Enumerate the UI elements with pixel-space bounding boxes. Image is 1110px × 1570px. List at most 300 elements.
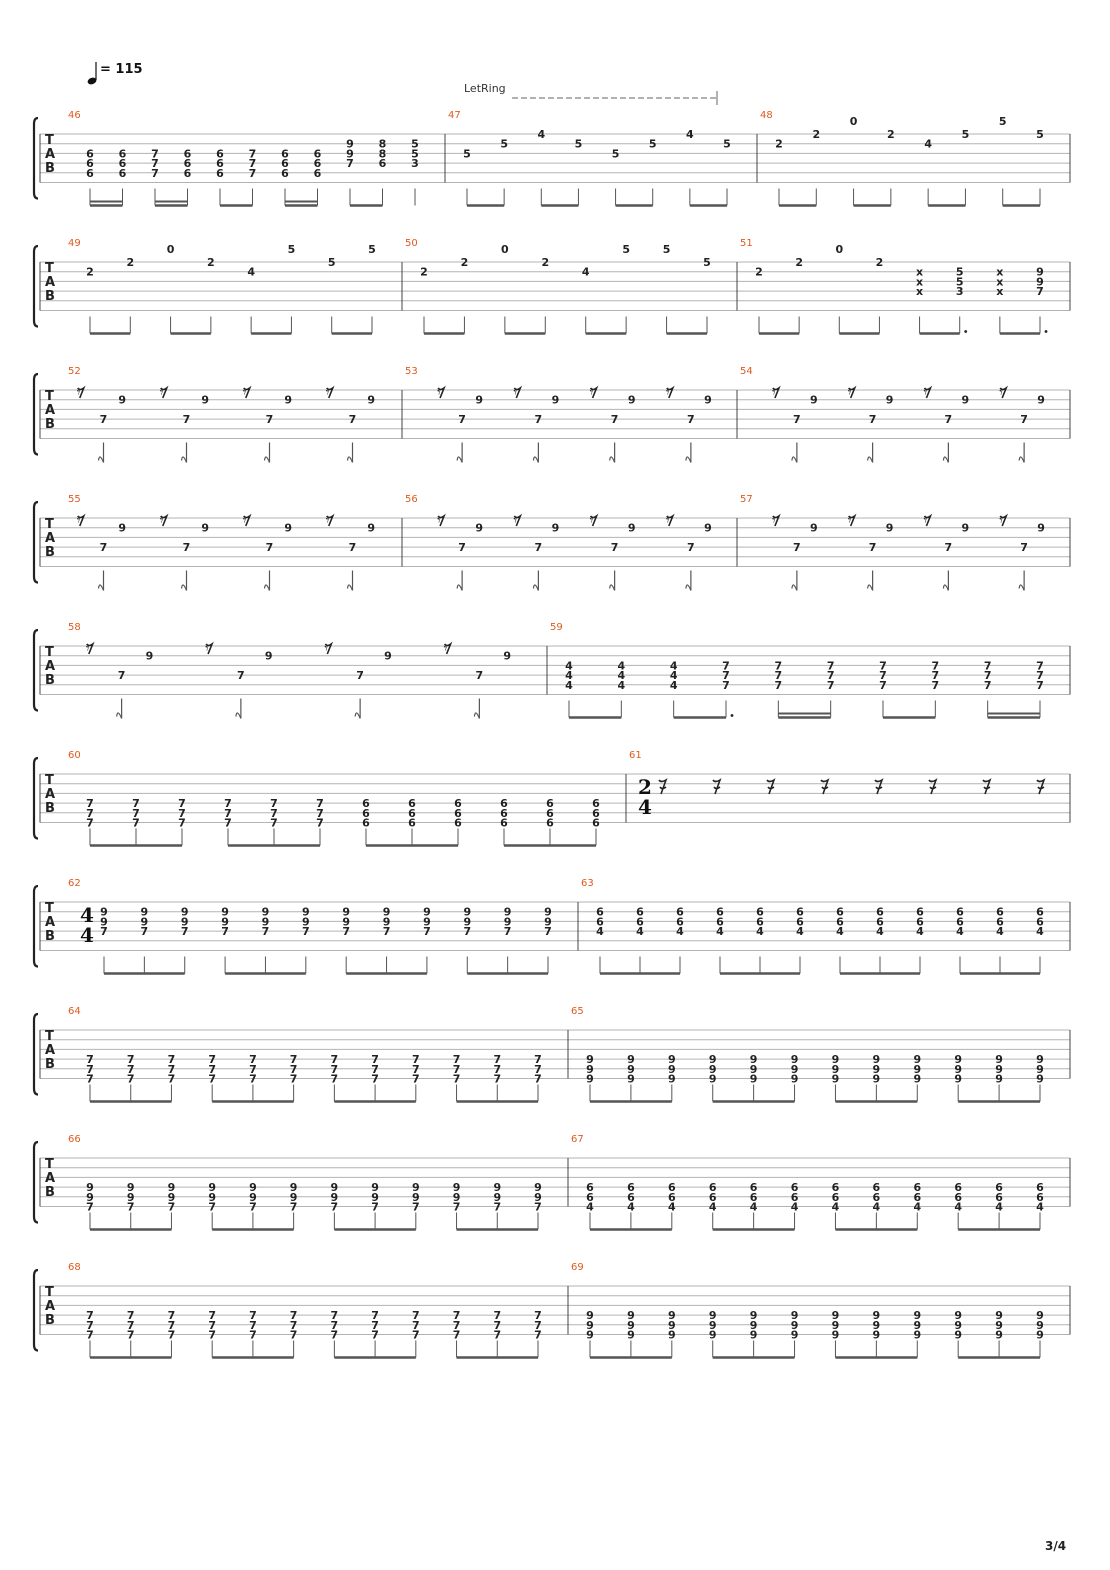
fret-number: 7 xyxy=(249,1318,257,1332)
fret-number: 4 xyxy=(1036,1200,1044,1214)
fret-number: 6 xyxy=(796,905,804,919)
measure-number: 59 xyxy=(550,622,563,633)
fret-number: 7 xyxy=(330,1072,339,1086)
fret-number: 6 xyxy=(836,905,844,919)
fret-number: 7 xyxy=(132,806,140,820)
note-flag xyxy=(474,713,479,719)
fret-number: 7 xyxy=(687,541,695,555)
fret-number: 9 xyxy=(627,1062,635,1076)
measure-number: 48 xyxy=(760,110,773,121)
fret-number: 4 xyxy=(956,925,964,939)
fret-number: 9 xyxy=(493,1190,502,1204)
fret-number: 6 xyxy=(1036,1190,1044,1204)
fret-number: 6 xyxy=(408,806,416,820)
fret-number: 6 xyxy=(876,905,884,919)
fret-number: 7 xyxy=(944,541,953,555)
fret-number: 7 xyxy=(330,1309,339,1323)
fret-number: 7 xyxy=(944,413,953,427)
tab-clef-t: T xyxy=(45,1157,54,1172)
fret-number: 9 xyxy=(493,1181,502,1195)
note-flag xyxy=(99,585,104,591)
fret-number: 9 xyxy=(201,393,210,407)
fret-number: 9 xyxy=(100,905,108,919)
fret-number: 7 xyxy=(151,147,159,161)
fret-number: 9 xyxy=(995,1328,1003,1342)
fret-number: 9 xyxy=(544,905,552,919)
fret-number: 2 xyxy=(775,137,783,151)
tab-clef-t: T xyxy=(45,1029,54,1044)
fret-number: 9 xyxy=(1036,1328,1044,1342)
fret-number: 9 xyxy=(208,1190,217,1204)
fret-number: 9 xyxy=(627,1072,635,1086)
fret-number: 9 xyxy=(126,1181,135,1195)
fret-number: 9 xyxy=(995,1072,1003,1086)
fret-number: 9 xyxy=(367,393,376,407)
fret-number: 6 xyxy=(995,1181,1003,1195)
fret-number: 9 xyxy=(872,1062,881,1076)
fret-number: 7 xyxy=(86,806,94,820)
dot xyxy=(1045,330,1048,333)
fret-number: 6 xyxy=(281,166,289,180)
fret-number: 9 xyxy=(452,1181,461,1195)
eighth-rest: 𝄾 xyxy=(589,513,594,529)
fret-number: 7 xyxy=(178,816,186,830)
fret-number: 7 xyxy=(534,1053,542,1067)
fret-number: 9 xyxy=(384,649,392,663)
fret-number: 7 xyxy=(249,1309,257,1323)
fret-number: 7 xyxy=(132,797,140,811)
fret-number: 6 xyxy=(716,915,724,929)
note-flag xyxy=(533,457,538,463)
fret-number: 4 xyxy=(831,1200,840,1214)
fret-number: 7 xyxy=(534,541,543,555)
fret-number: 9 xyxy=(913,1072,922,1086)
fret-number: 6 xyxy=(916,915,924,929)
measure-number: 54 xyxy=(740,366,753,377)
fret-number: 6 xyxy=(118,166,127,180)
fret-number: 6 xyxy=(995,1190,1003,1204)
tab-clef-a: A xyxy=(45,531,56,546)
fret-number: 7 xyxy=(316,806,324,820)
measure-number: 61 xyxy=(629,750,642,761)
note-flag xyxy=(236,713,241,719)
fret-number: 9 xyxy=(954,1062,963,1076)
fret-number: x xyxy=(916,285,924,299)
fret-number: 7 xyxy=(249,1328,257,1342)
fret-number: 7 xyxy=(224,797,232,811)
fret-number: 7 xyxy=(126,1072,135,1086)
fret-number: 4 xyxy=(581,265,590,279)
fret-number: 7 xyxy=(316,816,324,830)
fret-number: 7 xyxy=(371,1309,379,1323)
fret-number: 7 xyxy=(289,1309,298,1323)
note-flag xyxy=(533,585,538,591)
measure-number: 53 xyxy=(405,366,418,377)
fret-number: x xyxy=(996,265,1004,279)
fret-number: 6 xyxy=(408,797,416,811)
fret-number: 9 xyxy=(954,1328,963,1342)
fret-number: 7 xyxy=(126,1318,135,1332)
eighth-rest: 𝄾 xyxy=(242,385,247,401)
fret-number: 7 xyxy=(411,1309,420,1323)
fret-number: 6 xyxy=(790,1190,799,1204)
fret-number: 7 xyxy=(126,1328,135,1342)
tab-clef-b: B xyxy=(45,673,55,688)
fret-number: 7 xyxy=(1036,678,1044,692)
fret-number: 9 xyxy=(627,1053,635,1067)
fret-number: 9 xyxy=(140,915,149,929)
fret-number: 9 xyxy=(534,1190,542,1204)
fret-number: 0 xyxy=(166,243,175,256)
fret-number: 7 xyxy=(86,1072,94,1086)
fret-number: 4 xyxy=(565,659,573,673)
fret-number: 4 xyxy=(836,925,844,939)
fret-number: 7 xyxy=(722,669,730,683)
fret-number: 7 xyxy=(371,1318,379,1332)
fret-number: 9 xyxy=(261,905,270,919)
eighth-rest: 𝄾 xyxy=(999,385,1003,401)
tab-clef-t: T xyxy=(45,517,54,532)
fret-number: x xyxy=(996,285,1004,299)
fret-number: 9 xyxy=(708,1318,717,1332)
fret-number: 4 xyxy=(924,137,932,151)
system-bracket xyxy=(34,758,38,839)
fret-number: 7 xyxy=(265,413,274,427)
fret-number: 9 xyxy=(475,521,484,535)
fret-number: 7 xyxy=(382,925,391,939)
fret-number: 9 xyxy=(749,1062,758,1076)
fret-number: 9 xyxy=(167,1181,176,1195)
note-flag xyxy=(182,457,187,463)
fret-number: 7 xyxy=(411,1072,420,1086)
fret-number: 6 xyxy=(313,147,322,161)
fret-number: 7 xyxy=(126,1200,135,1214)
fret-number: 7 xyxy=(316,797,324,811)
measure-number: 49 xyxy=(68,238,81,249)
fret-number: 7 xyxy=(493,1200,502,1214)
fret-number: 9 xyxy=(367,521,376,535)
note-flag xyxy=(1019,585,1024,591)
fret-number: 9 xyxy=(411,1190,420,1204)
fret-number: 7 xyxy=(86,1062,94,1076)
fret-number: 6 xyxy=(790,1181,799,1195)
fret-number: 4 xyxy=(676,925,684,939)
fret-number: 5 xyxy=(622,243,630,256)
fret-number: 7 xyxy=(826,659,835,673)
fret-number: 7 xyxy=(879,659,887,673)
fret-number: 9 xyxy=(221,905,229,919)
fret-number: 5 xyxy=(961,128,970,141)
fret-number: 0 xyxy=(849,115,858,128)
measure-number: 46 xyxy=(68,110,81,121)
fret-number: 9 xyxy=(995,1053,1003,1067)
fret-number: 5 xyxy=(662,243,671,256)
measure-number: 68 xyxy=(68,1262,81,1273)
fret-number: 7 xyxy=(126,1062,135,1076)
fret-number: 7 xyxy=(86,797,94,811)
fret-number: 7 xyxy=(493,1053,502,1067)
fret-number: 9 xyxy=(342,915,351,929)
measure-number: 62 xyxy=(68,878,81,889)
fret-number: 6 xyxy=(313,166,322,180)
fret-number: 6 xyxy=(546,806,554,820)
fret-number: 7 xyxy=(208,1053,217,1067)
fret-number: 7 xyxy=(826,678,835,692)
fret-number: 7 xyxy=(182,541,191,555)
system-bracket xyxy=(34,1270,38,1351)
fret-number: 9 xyxy=(1036,1309,1044,1323)
fret-number: 7 xyxy=(249,1062,257,1076)
fret-number: 7 xyxy=(475,669,484,683)
fret-number: 8 xyxy=(378,137,387,151)
note-flag xyxy=(457,585,462,591)
fret-number: 6 xyxy=(592,797,600,811)
fret-number: 7 xyxy=(86,1200,94,1214)
fret-number: 4 xyxy=(872,1200,881,1214)
tab-clef-b: B xyxy=(45,417,55,432)
tab-clef-b: B xyxy=(45,1185,55,1200)
fret-number: 2 xyxy=(460,256,469,269)
fret-number: 7 xyxy=(248,166,257,180)
fret-number: 9 xyxy=(667,1053,676,1067)
note-flag xyxy=(792,457,797,463)
fret-number: 7 xyxy=(687,413,695,427)
fret-number: 6 xyxy=(956,905,964,919)
fret-number: 7 xyxy=(208,1328,217,1342)
fret-number: 6 xyxy=(596,915,604,929)
fret-number: 7 xyxy=(534,1062,542,1076)
fret-number: 9 xyxy=(872,1053,881,1067)
fret-number: 9 xyxy=(954,1318,963,1332)
fret-number: 6 xyxy=(362,797,370,811)
fret-number: 6 xyxy=(183,166,192,180)
fret-number: 7 xyxy=(879,678,887,692)
eighth-rest: 𝄾 xyxy=(205,641,209,657)
fret-number: 7 xyxy=(167,1053,176,1067)
fret-number: 7 xyxy=(224,816,232,830)
fret-number: 9 xyxy=(126,1190,135,1204)
fret-number: 9 xyxy=(708,1053,717,1067)
sixteenth-rest-icon xyxy=(659,780,666,794)
tab-clef-t: T xyxy=(45,133,54,148)
fret-number: 9 xyxy=(284,393,293,407)
fret-number: 0 xyxy=(501,243,509,256)
fret-number: 7 xyxy=(931,678,940,692)
note-flag xyxy=(943,585,948,591)
fret-number: 9 xyxy=(708,1309,717,1323)
fret-number: 9 xyxy=(872,1328,881,1342)
fret-number: 4 xyxy=(669,678,678,692)
fret-number: 6 xyxy=(118,147,127,161)
fret-number: 6 xyxy=(362,816,370,830)
fret-number: 6 xyxy=(872,1190,881,1204)
fret-number: 2 xyxy=(755,265,763,279)
fret-number: 7 xyxy=(330,1053,339,1067)
fret-number: 7 xyxy=(774,678,783,692)
fret-number: 6 xyxy=(216,147,224,161)
fret-number: 7 xyxy=(452,1309,461,1323)
fret-number: 9 xyxy=(118,393,127,407)
fret-number: 4 xyxy=(586,1200,594,1214)
fret-number: 7 xyxy=(452,1072,461,1086)
system-bracket xyxy=(34,502,38,583)
fret-number: 7 xyxy=(503,925,512,939)
fret-number: 4 xyxy=(790,1200,799,1214)
fret-number: 9 xyxy=(249,1190,257,1204)
fret-number: 9 xyxy=(140,905,149,919)
fret-number: 2 xyxy=(207,256,215,269)
fret-number: 9 xyxy=(749,1309,758,1323)
fret-number: 6 xyxy=(86,147,94,161)
fret-number: 4 xyxy=(876,925,884,939)
fret-number: 9 xyxy=(627,1328,635,1342)
fret-number: 6 xyxy=(876,915,884,929)
fret-number: 4 xyxy=(796,925,804,939)
fret-number: 7 xyxy=(423,925,431,939)
fret-number: 7 xyxy=(100,925,108,939)
fret-number: 7 xyxy=(793,413,801,427)
fret-number: 9 xyxy=(954,1053,963,1067)
fret-number: 6 xyxy=(183,157,192,171)
fret-number: 9 xyxy=(704,393,712,407)
dot xyxy=(731,714,734,717)
fret-number: 6 xyxy=(872,1181,881,1195)
eighth-rest: 𝄾 xyxy=(325,513,330,529)
eighth-rest: 𝄾 xyxy=(923,385,928,401)
fret-number: 4 xyxy=(617,678,626,692)
fret-number: 7 xyxy=(289,1200,298,1214)
fret-number: 9 xyxy=(961,521,970,535)
fret-number: 3 xyxy=(955,285,964,299)
measure-number: 66 xyxy=(68,1134,81,1145)
fret-number: 5 xyxy=(955,265,964,279)
fret-number: 9 xyxy=(1037,521,1045,535)
fret-number: 7 xyxy=(289,1328,298,1342)
fret-number: 7 xyxy=(330,1200,339,1214)
fret-number: 5 xyxy=(463,147,471,161)
fret-number: 2 xyxy=(875,256,884,269)
system-bracket xyxy=(34,374,38,455)
fret-number: 7 xyxy=(610,541,619,555)
fret-number: 7 xyxy=(167,1200,176,1214)
fret-number: 9 xyxy=(1036,265,1044,279)
fret-number: 7 xyxy=(458,541,466,555)
fret-number: 7 xyxy=(411,1200,420,1214)
fret-number: 6 xyxy=(716,905,724,919)
fret-number: 6 xyxy=(378,157,387,171)
note-flag xyxy=(686,457,691,463)
eighth-rest: 𝄾 xyxy=(443,641,448,657)
eighth-rest: 𝄾 xyxy=(513,513,518,529)
fret-number: 7 xyxy=(371,1053,379,1067)
fret-number: 7 xyxy=(270,816,278,830)
fret-number: x xyxy=(916,265,924,279)
fret-number: 9 xyxy=(1036,1318,1044,1332)
eighth-rest: 𝄾 xyxy=(513,385,518,401)
fret-number: 6 xyxy=(627,1190,635,1204)
eighth-rest: 𝄾 xyxy=(589,385,594,401)
fret-number: 6 xyxy=(667,1181,676,1195)
fret-number: 6 xyxy=(86,166,94,180)
fret-number: 4 xyxy=(995,1200,1003,1214)
fret-number: 6 xyxy=(586,1190,594,1204)
fret-number: 7 xyxy=(301,925,310,939)
tab-clef-a: A xyxy=(45,147,56,162)
fret-number: 7 xyxy=(289,1318,298,1332)
tab-clef-a: A xyxy=(45,275,56,290)
fret-number: 4 xyxy=(596,925,604,939)
fret-number: 9 xyxy=(201,521,210,535)
fret-number: 7 xyxy=(371,1328,379,1342)
eighth-rest: 𝄾 xyxy=(847,385,852,401)
fret-number: 2 xyxy=(795,256,803,269)
fret-number: 4 xyxy=(247,265,255,279)
fret-number: 9 xyxy=(708,1062,717,1076)
fret-number: 7 xyxy=(208,1062,217,1076)
fret-number: 7 xyxy=(493,1328,502,1342)
fret-number: 4 xyxy=(636,925,644,939)
fret-number: 9 xyxy=(382,905,391,919)
fret-number: 6 xyxy=(454,797,462,811)
fret-number: 7 xyxy=(248,157,257,171)
fret-number: 8 xyxy=(378,147,387,161)
eighth-rest: 𝄾 xyxy=(76,513,81,529)
fret-number: 6 xyxy=(913,1181,922,1195)
fret-number: 9 xyxy=(995,1309,1003,1323)
fret-number: 7 xyxy=(117,669,126,683)
fret-number: 6 xyxy=(454,806,462,820)
fret-number: 7 xyxy=(493,1309,502,1323)
fret-number: 6 xyxy=(281,157,289,171)
fret-number: 4 xyxy=(913,1200,922,1214)
fret-number: 6 xyxy=(916,905,924,919)
fret-number: 2 xyxy=(887,128,895,141)
note-flag xyxy=(355,713,360,719)
measure-number: 67 xyxy=(571,1134,584,1145)
fret-number: 7 xyxy=(270,797,278,811)
fret-number: 7 xyxy=(180,925,189,939)
fret-number: 6 xyxy=(676,905,684,919)
eighth-rest: 𝄾 xyxy=(242,513,247,529)
fret-number: 6 xyxy=(954,1181,963,1195)
fret-number: 9 xyxy=(249,1181,257,1195)
fret-number: 5 xyxy=(411,147,419,161)
fret-number: 4 xyxy=(617,669,626,683)
fret-number: 7 xyxy=(208,1309,217,1323)
fret-number: 7 xyxy=(348,541,357,555)
fret-number: 7 xyxy=(178,806,186,820)
eighth-rest: 𝄾 xyxy=(324,641,329,657)
fret-number: 7 xyxy=(493,1072,502,1086)
fret-number: 4 xyxy=(916,925,924,939)
fret-number: 9 xyxy=(790,1053,799,1067)
fret-number: 9 xyxy=(831,1318,840,1332)
fret-number: 9 xyxy=(708,1072,717,1086)
fret-number: 6 xyxy=(749,1181,758,1195)
fret-number: 9 xyxy=(627,1318,635,1332)
fret-number: 6 xyxy=(676,915,684,929)
fret-number: 6 xyxy=(636,905,644,919)
fret-number: 6 xyxy=(546,797,554,811)
fret-number: 9 xyxy=(544,915,552,929)
fret-number: 9 xyxy=(749,1328,758,1342)
note-flag xyxy=(792,585,797,591)
fret-number: x xyxy=(996,275,1004,289)
fret-number: 7 xyxy=(534,413,543,427)
tab-clef-a: A xyxy=(45,1043,56,1058)
fret-number: 6 xyxy=(836,915,844,929)
fret-number: 7 xyxy=(208,1200,217,1214)
